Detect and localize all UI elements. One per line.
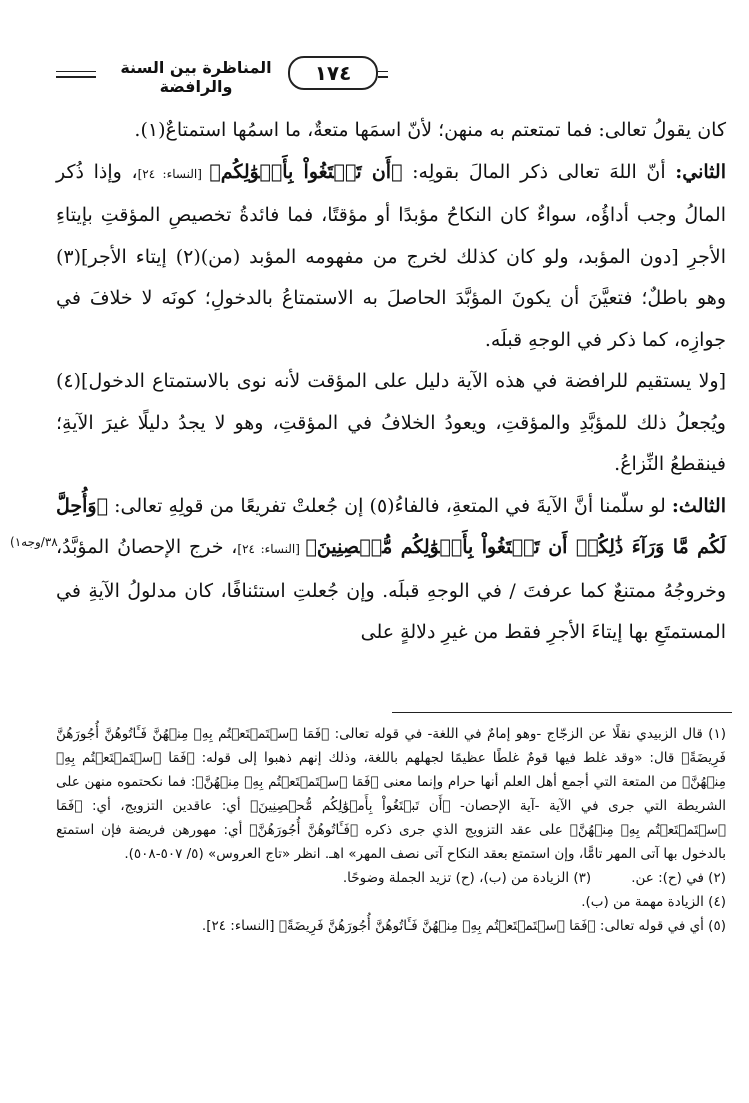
header-rule-right [378, 71, 388, 78]
quran-verse: ﴿وَأُحِلَّ لَكُم مَّا وَرَآءَ ذَٰلِكُمۡ أَن تَبۡتَغُواْ بِأَمۡوَٰلِكُم مُّحۡصِنِينَ﴾ [56, 494, 726, 558]
footnote-2: (٢) في (ح): عن. [631, 870, 726, 886]
main-text [56, 110, 726, 654]
section-lead-second: الثاني: [675, 160, 726, 183]
paragraph-2-text-b: ، وإذا ذُكر المالُ وجب أداؤُه، سواءٌ كان النكاحُ مؤبدًا أو مؤقتًا، فما فائدةُ تخصيصِ المؤقتِ بإيتاءِ الأجرِ [دون المؤبد، ولو كان كذلك لخرج من مفهومه المؤبد (من)(٢) إيتاء الأجر](٣) وهو باطلٌ؛ فتعيَّنَ أن يكونَ المؤبَّدَ الحاصلَ به الاستمتاعُ بالدخولِ؛ كونَه لا خلافَ في جوازِه، كما ذكر في الوجهِ قبلَه. [56, 160, 726, 351]
page-number: ١٧٤ [288, 56, 378, 90]
footnote-1: (١) قال الزبيدي نقلًا عن الزجّاج -وهو إمامٌ في اللغة- في قوله تعالى: ﴿فَمَا ٱسۡتَمۡتَعۡتُم بِهِۦ مِنۡهُنَّ فَـَٔاتُوهُنَّ أُجُورَهُنَّ فَرِيضَةً﴾ قال: «وقد غلط فيها قومٌ غلطًا عظيمًا لجهلهم باللغة، وذلك إنهم ذهبوا إلى قوله: ﴿فَمَا ٱسۡتَمۡتَعۡتُم بِهِۦ مِنۡهُنَّ﴾ من المتعة التي أجمع أهل العلم أنها حرام وإنما معنى ﴿فَمَا ٱسۡتَمۡتَعۡتُم بِهِۦ مِنۡهُنَّ﴾: فما نكحتموه منهن على الشريطة التي جرى في الآية -آية الإحصان- ﴿أَن تَبۡتَغُواْ بِأَمۡوَٰلِكُم مُّحۡصِنِينَ﴾ أي: عاقدين التزويج، أي: ﴿فَمَا ٱسۡتَمۡتَعۡتُم بِهِۦ مِنۡهُنَّ﴾ على عقد التزويج الذي جرى ذكره ﴿فَـَٔاتُوهُنَّ أُجُورَهُنَّ﴾ أي: مهورهن فريضة فإن استمتع بالدخول بها آتى المهر تامًّا، وإن استمتع بعقد النكاح آتى نصف المهر» اهـ. انظر «تاج العروس» (٥/ ٥٠٧-٥٠٨). [56, 726, 726, 862]
footnote-4: (٤) الزيادة مهمة من (ب). [581, 894, 726, 910]
footnote-5: (٥) أي في قوله تعالى: ﴿فَمَا ٱسۡتَمۡتَعۡتُم بِهِۦ مِنۡهُنَّ فَـَٔاتُوهُنَّ أُجُورَهُنَّ فَرِيضَةً﴾ [النساء: ٢٤]. [201, 918, 726, 934]
page-header [56, 56, 724, 96]
footnote-row [56, 866, 726, 890]
verse-reference: [النساء: ٢٤] [137, 166, 210, 181]
paragraph-1: كان يقولُ تعالى: فما تمتعتم به منهن؛ لأنّ اسمَها متعةٌ، ما اسمُها استمتاعٌ(١). [134, 119, 726, 141]
section-lead-third: الثالث: [671, 494, 726, 517]
verse-reference: [النساء: ٢٤] [237, 542, 306, 556]
paragraph-2-text-a: أنّ اللهَ تعالى ذكر المالَ بقولِه: [402, 160, 676, 183]
footnote-3: (٣) الزيادة من (ب)، (ح) تزيد الجملة وضوحًا. [342, 870, 592, 886]
paragraph-4-text-a: لو سلّمنا أنَّ الآيةَ في المتعةِ، فالفاءُ(٥) إن جُعلتْ تفريعًا من قولِهِ تعالى: [108, 494, 672, 517]
footnote-divider [392, 712, 732, 713]
paragraph-3: [ولا يستقيم للرافضة في هذه الآية دليل على المؤقت لأنه نوى بالاستمتاع الدخول](٤) ويُجعلُ ذلك للمؤبَّدِ والمؤقتِ، ويعودُ الخلافُ في المؤقتِ، وهو لا يجدُ دليلًا غيرَ الآيةِ؛ فينقطعُ النِّزاعُ. [56, 370, 726, 475]
paragraph-4-text-b: ، خرج الإحصانُ المؤبَّدُ، وخروجُهُ ممتنعٌ كما عرفتَ / في الوجهِ قبلَه. وإن جُعلتِ استئنافًا، كان مدلولُ الآيةِ في المستمتَعِ بها إيتاءَ الأجرِ فقط من غيرِ دلالةٍ على [56, 536, 726, 643]
margin-note: ٣٨/وجه١) [10, 535, 58, 549]
quran-verse: ﴿أَن تَبۡتَغُواْ بِأَمۡوَٰلِكُم﴾ [209, 160, 403, 183]
footnotes [56, 722, 726, 938]
paragraph-2 [56, 152, 726, 362]
paragraph-4 [56, 486, 726, 654]
running-title: المناظرة بين السنة والرافضة [96, 58, 296, 96]
